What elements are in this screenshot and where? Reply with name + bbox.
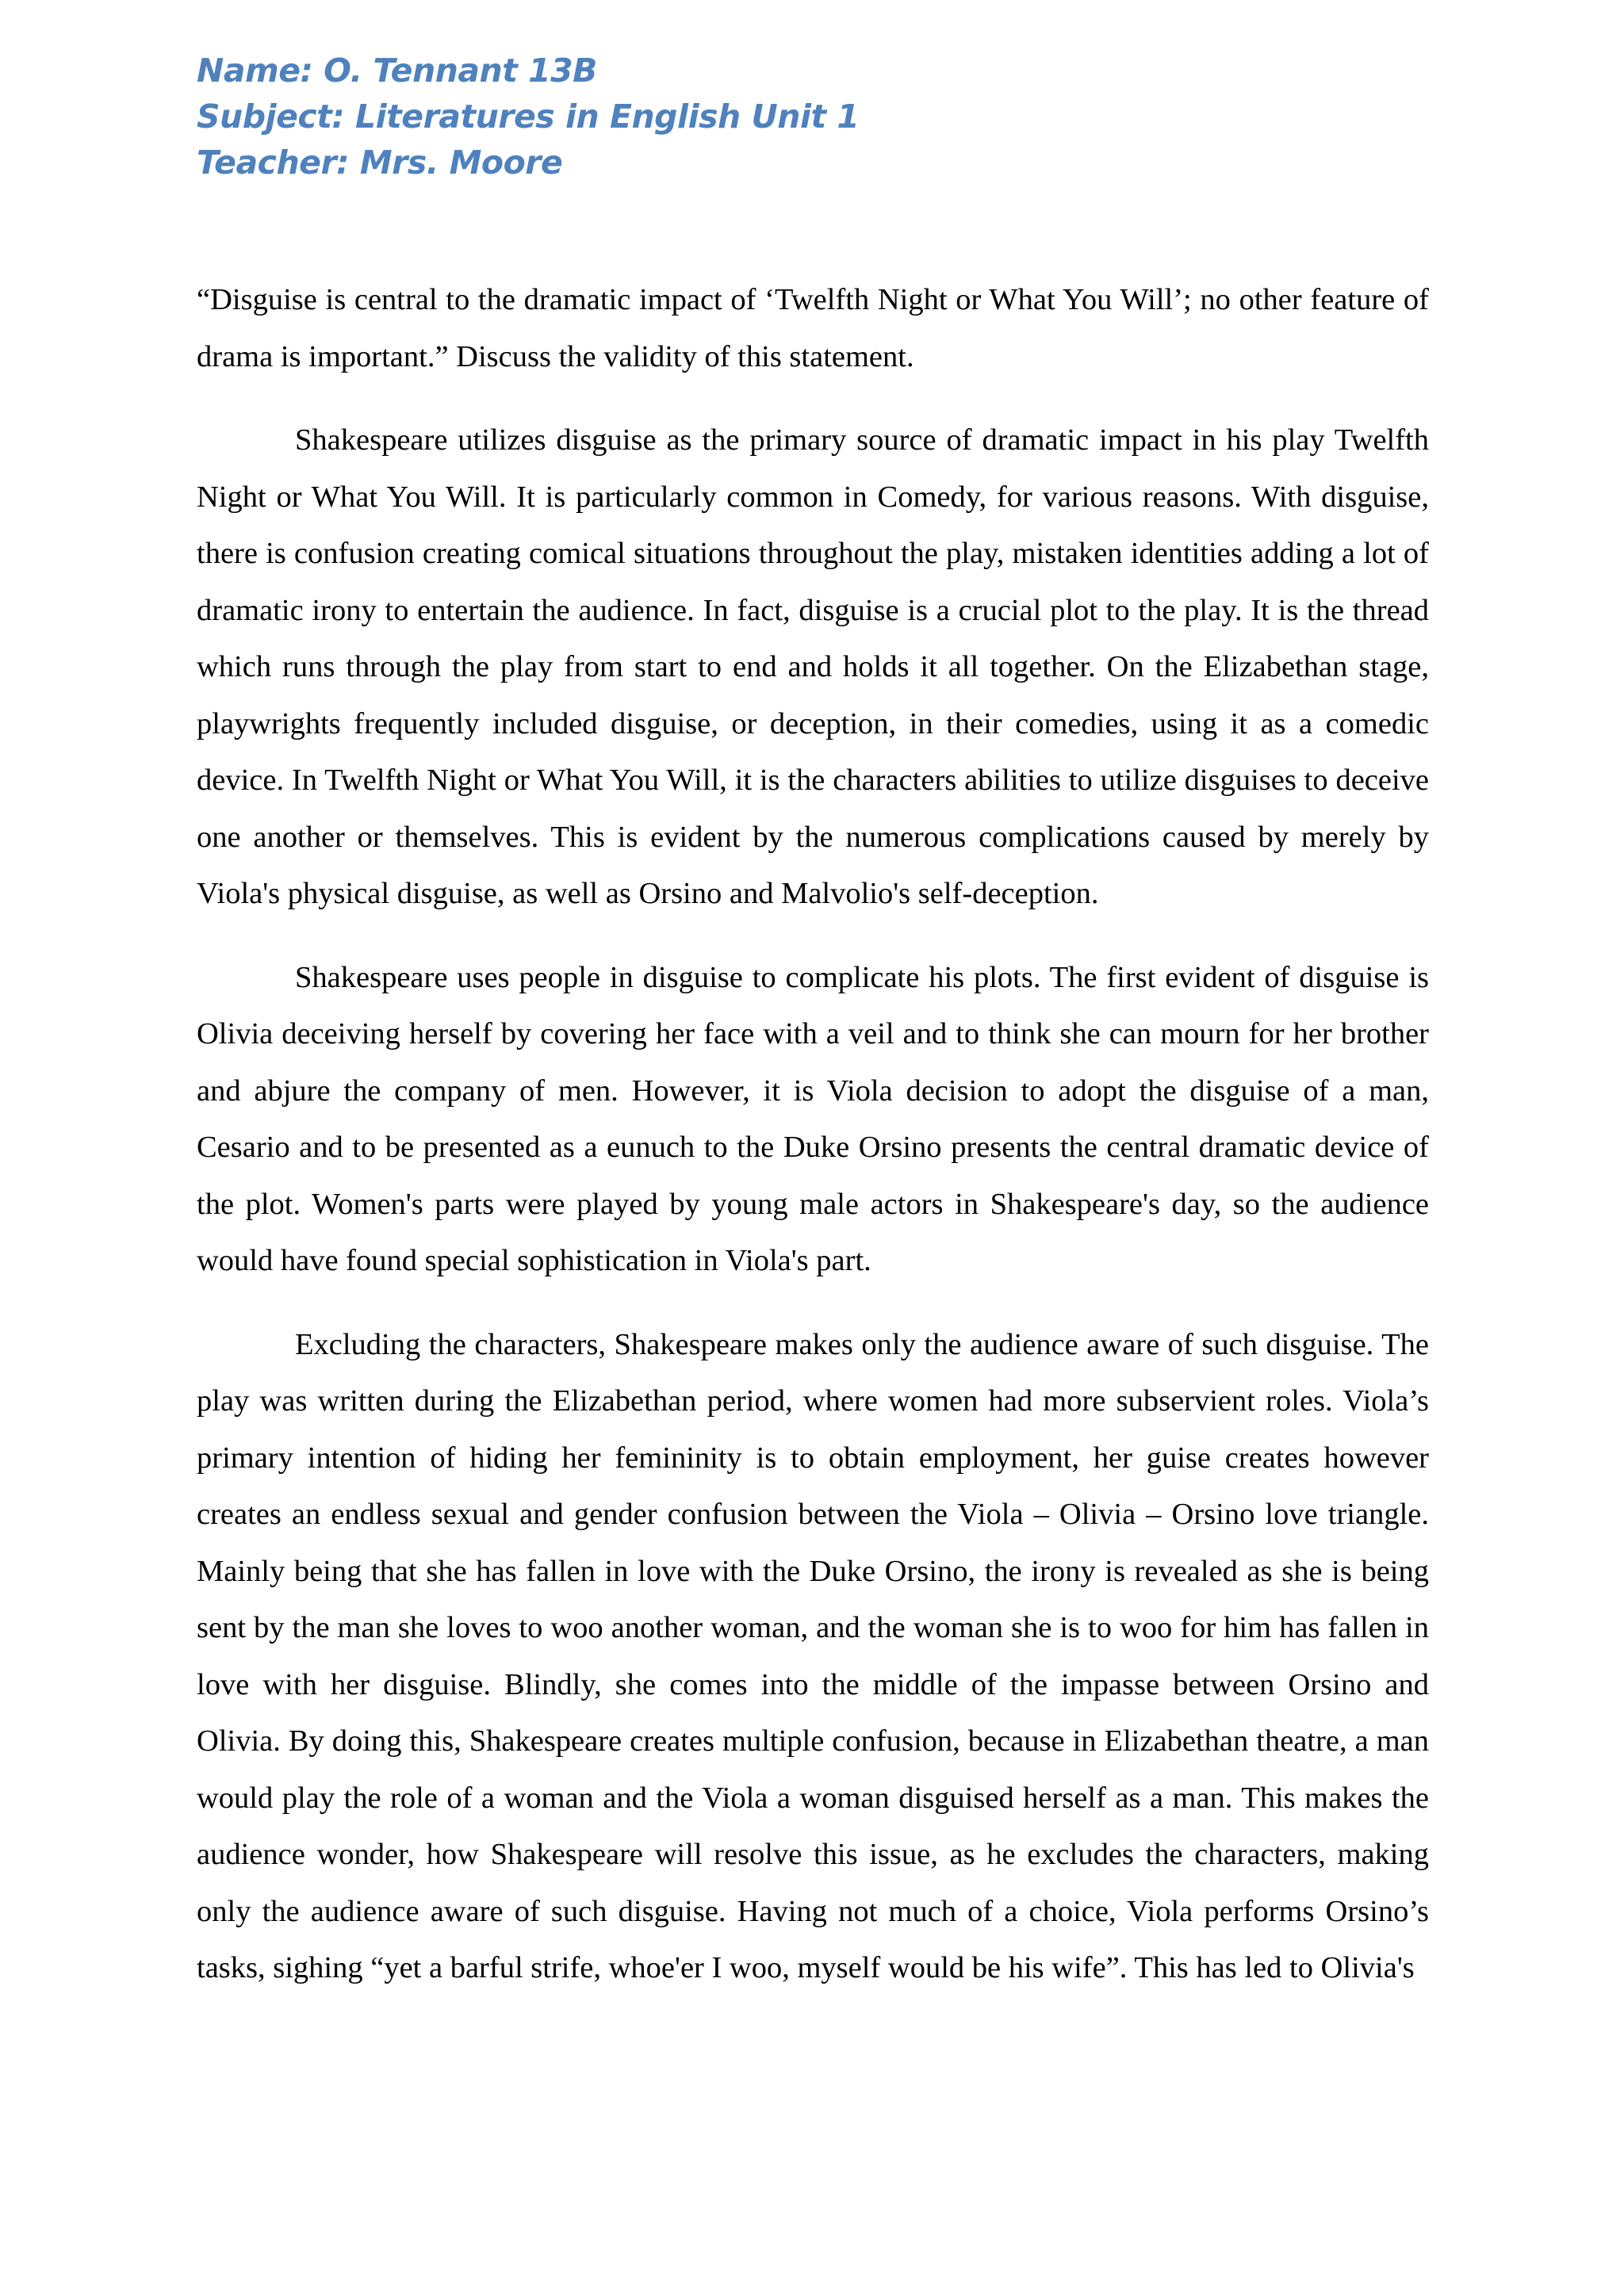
essay-paragraph-2: Shakespeare uses people in disguise to complicate his plots. The first evident of disguise is Olivia deceiving herself by covering her face with a veil and to think she can mourn for her brother and abjure the company of men. However, it is Viola decision to adopt the disguise of a man, Cesario and to be presented as a eunuch to the Duke Orsino presents the central dramatic device of the plot. Women's parts were played by young male actors in Shakespeare's day, so the audience would have found special sophistication in Viola's part.	[197, 960, 1429, 1277]
document-header	[197, 48, 859, 186]
essay-prompt: “Disguise is central to the dramatic impact of ‘Twelfth Night or What You Will’; no other feature of drama is important.” Discuss the validity of this statement.	[197, 283, 1429, 373]
student-name-line: Name: O. Tennant 13B	[197, 52, 597, 90]
essay-body	[197, 272, 1429, 2024]
teacher-line: Teacher: Mrs. Moore	[197, 144, 563, 182]
essay-paragraph-1: Shakespeare utilizes disguise as the primary source of dramatic impact in his play Twelfth Night or What You Will. It is particularly common in Comedy, for various reasons. With disguise, there is confusion creating comical situations throughout the play, mistaken identities adding a lot of dramatic irony to entertain the audience. In fact, disguise is a crucial plot to the play. It is the thread which runs through the play from start to end and holds it all together. On the Elizabethan stage, playwrights frequently included disguise, or deception, in their comedies, using it as a comedic device. In Twelfth Night or What You Will, it is the characters abilities to utilize disguises to deceive one another or themselves. This is evident by the numerous complications caused by merely by Viola's physical disguise, as well as Orsino and Malvolio's self-deception.	[197, 423, 1429, 910]
essay-paragraph-3: Excluding the characters, Shakespeare makes only the audience aware of such disguise. The play was written during the Elizabethan period, where women had more subservient roles. Viola’s primary intention of hiding her femininity is to obtain employment, her guise creates however creates an endless sexual and gender confusion between the Viola – Olivia – Orsino love triangle. Mainly being that she has fallen in love with the Duke Orsino, the irony is revealed as she is being sent by the man she loves to woo another woman, and the woman she is to woo for him has fallen in love with her disguise. Blindly, she comes into the middle of the impasse between Orsino and Olivia. By doing this, Shakespeare creates multiple confusion, because in Elizabethan theatre, a man would play the role of a woman and the Viola a woman disguised herself as a man. This makes the audience wonder, how Shakespeare will resolve this issue, as he excludes the characters, making only the audience aware of such disguise. Having not much of a choice, Viola performs Orsino’s tasks, sighing “yet a barful strife, whoe'er I woo, myself would be his wife”. This has led to Olivia's	[197, 1327, 1429, 1984]
subject-line: Subject: Literatures in English Unit 1	[197, 98, 860, 136]
